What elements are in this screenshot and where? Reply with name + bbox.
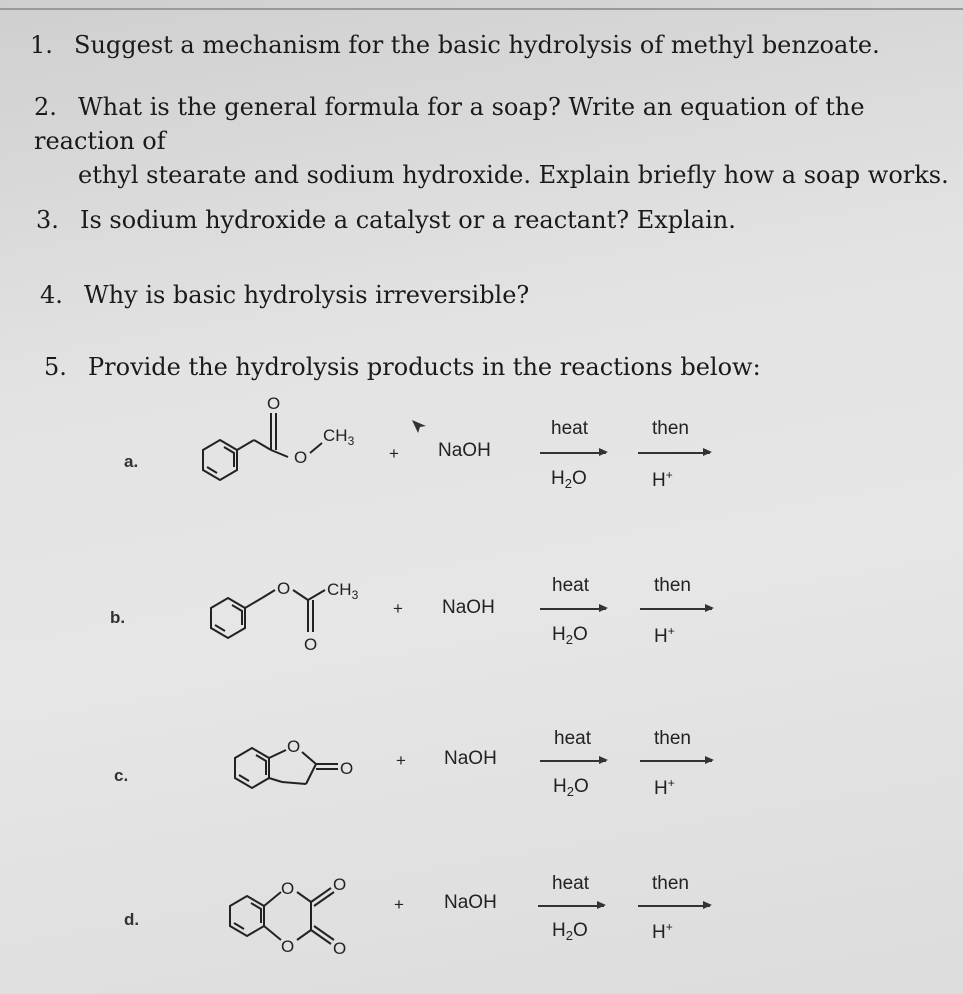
reaction-d-carbonyl-o-top: O	[333, 875, 347, 894]
cursor-pointer-icon	[410, 416, 430, 436]
reaction-c-ring-o: O	[287, 737, 301, 756]
reaction-c-condition-heat: heat	[554, 728, 591, 749]
question-5	[44, 350, 761, 384]
reaction-b-condition-then: then	[654, 575, 691, 596]
reaction-d-ring-o-bottom: O	[281, 937, 295, 956]
reaction-b-condition-heat: heat	[552, 575, 589, 596]
reaction-a-label: a.	[124, 452, 139, 471]
question-2-text-line2: ethyl stearate and sodium hydroxide. Explain briefly how a soap works.	[78, 161, 949, 189]
reaction-b-label: b.	[110, 608, 126, 627]
reaction-d-arrow-1	[538, 905, 604, 907]
reaction-c-carbonyl-o: O	[340, 759, 354, 778]
reaction-d-arrow-2	[638, 905, 710, 907]
question-2-text: What is the general formula for a soap? Write an equation of the reaction of	[34, 93, 865, 155]
reaction-a-plus: +	[389, 444, 399, 463]
question-4	[40, 278, 529, 312]
benzodioxinedione-structure	[215, 870, 375, 960]
reaction-b-condition-water: $H_2O$	[552, 624, 588, 647]
reaction-a-ester-o: O	[294, 448, 308, 467]
reaction-d-condition-then: then	[652, 873, 689, 894]
reaction-c-plus: +	[396, 751, 406, 770]
reaction-a-methyl: $CH_3$	[323, 426, 355, 448]
question-1	[30, 28, 880, 62]
page-top-rule	[0, 8, 963, 10]
reaction-c-condition-acid: H+	[654, 776, 675, 799]
reaction-c-label: c.	[114, 766, 129, 785]
reaction-b-plus: +	[393, 599, 403, 618]
reaction-b-carbonyl-o: O	[304, 635, 318, 654]
reaction-b-methyl: $CH_3$	[327, 580, 359, 602]
phenyl-methyl-carbonate-structure	[190, 570, 390, 660]
reaction-c-arrow-1	[540, 760, 606, 762]
question-3	[36, 203, 736, 237]
question-1-number: 1.	[30, 31, 53, 59]
question-1-text: Suggest a mechanism for the basic hydrolysis of methyl benzoate.	[74, 31, 880, 59]
reaction-b-condition-acid: H+	[654, 624, 675, 647]
reaction-c-reagent: NaOH	[444, 748, 497, 769]
reaction-c-condition-water: $H_2O$	[553, 776, 589, 799]
reaction-d-condition-acid: H+	[652, 920, 673, 943]
reaction-d-carbonyl-o-bottom: O	[333, 939, 347, 958]
reaction-a-carbonyl-o: O	[267, 394, 281, 413]
reaction-a-arrow-2	[638, 452, 710, 454]
reaction-d-plus: +	[394, 895, 404, 914]
question-5-text: Provide the hydrolysis products in the reactions below:	[88, 353, 761, 381]
reaction-a-arrow-1	[540, 452, 606, 454]
benzofuranone-structure	[220, 730, 380, 810]
question-4-number: 4.	[40, 281, 63, 309]
reaction-c-condition-then: then	[654, 728, 691, 749]
reaction-d-reagent: NaOH	[444, 892, 497, 913]
reaction-a-condition-heat: heat	[551, 418, 588, 439]
reaction-a-condition-water: $H_2O$	[551, 468, 587, 491]
reaction-a-reagent: NaOH	[438, 440, 491, 461]
reaction-a-condition-then: then	[652, 418, 689, 439]
reaction-b-arrow-1	[540, 608, 606, 610]
reaction-d-condition-water: $H_2O$	[552, 920, 588, 943]
reaction-d-label: d.	[124, 910, 140, 929]
question-2-number: 2.	[34, 93, 57, 121]
question-4-text: Why is basic hydrolysis irreversible?	[84, 281, 530, 309]
reaction-b-arrow-2	[640, 608, 712, 610]
reaction-b-reagent: NaOH	[442, 597, 495, 618]
reaction-d-condition-heat: heat	[552, 873, 589, 894]
reaction-d-ring-o-top: O	[281, 879, 295, 898]
methyl-benzoate-structure	[190, 385, 390, 505]
reaction-b-ester-o: O	[277, 579, 291, 598]
question-5-number: 5.	[44, 353, 67, 381]
question-3-text: Is sodium hydroxide a catalyst or a reactant? Explain.	[80, 206, 736, 234]
reaction-a-condition-acid: H+	[652, 468, 673, 491]
question-3-number: 3.	[36, 206, 59, 234]
reaction-c-arrow-2	[640, 760, 712, 762]
question-2	[34, 90, 963, 192]
